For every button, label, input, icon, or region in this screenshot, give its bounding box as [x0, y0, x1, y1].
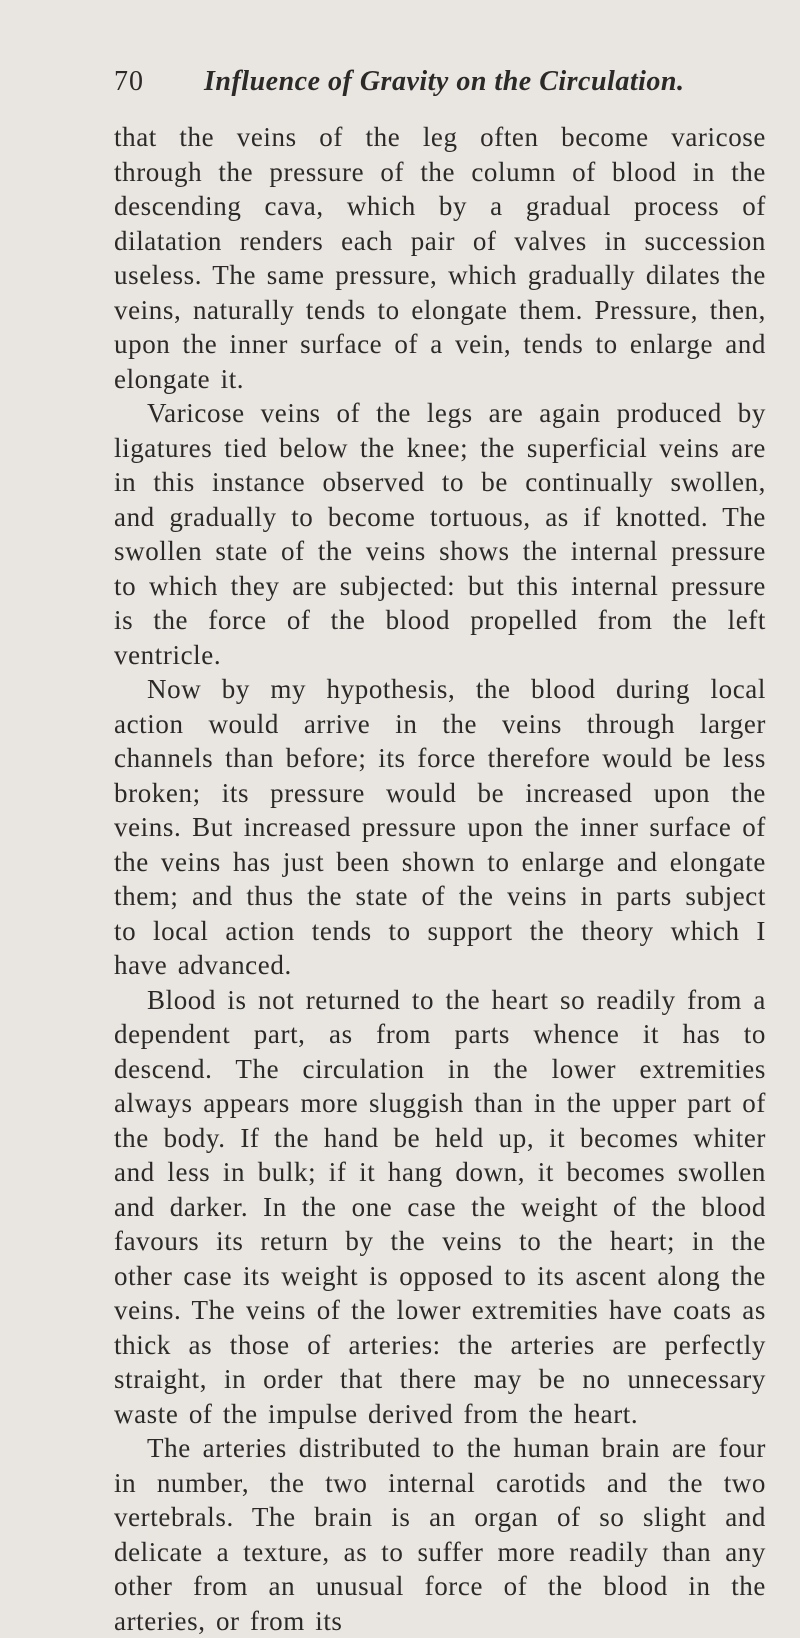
paragraph-varicose-ligatures: Varicose veins of the legs are again produced by ligatures tied below the knee; the superficial veins are in this instance observed to be continually swollen, and gradually to become tortuous, as if knotted. The swollen state of the veins shows the internal pressure to which they are subjected: but this internal pressure is the force of the blood propelled from the left ventricle.	[114, 398, 766, 670]
paragraph-continuation: that the veins of the leg often become varicose through the pressure of the column of blood in the descending cava, which by a gradual process of dilatation renders each pair of valves in succession useless. The same pressure, which gradually dilates the veins, naturally tends to elongate them. Pressure, then, upon the inner surface of a vein, tends to enlarge and elongate it.	[114, 122, 766, 394]
paragraph-brain-arteries: The arteries distributed to the human brain are four in number, the two internal carotids and the two vertebrals. The brain is an organ of so slight and delicate a texture, as to suffer more readily than any other from an unusual force of the blood in the arteries, or from its	[114, 1433, 766, 1636]
body-text	[114, 120, 766, 1638]
paragraph-dependent-part: Blood is not returned to the heart so readily from a dependent part, as from parts whence it has to descend. The circulation in the lower extremities always appears more sluggish than in the upper part of the body. If the hand be held up, it becomes whiter and less in bulk; if it hang down, it becomes swollen and darker. In the one case the weight of the blood favours its return by the veins to the heart; in the other case its weight is opposed to its ascent along the veins. The veins of the lower extremities have coats as thick as those of arteries: the arteries are perfectly straight, in order that there may be no unnecessary waste of the impulse derived from the heart.	[114, 984, 766, 1429]
page-number: 70	[114, 66, 144, 97]
paragraph-hypothesis: Now by my hypothesis, the blood during local action would arrive in the veins through larger channels than before; its force therefore would be less broken; its pressure would be increased upon the veins. But increased pressure upon the inner surface of the veins has just been shown to enlarge and elongate them; and thus the state of the veins in parts subject to local action tends to support the theory which I have advanced.	[114, 674, 766, 980]
running-title: Influence of Gravity on the Circulation.	[204, 66, 685, 97]
running-head	[114, 66, 766, 106]
